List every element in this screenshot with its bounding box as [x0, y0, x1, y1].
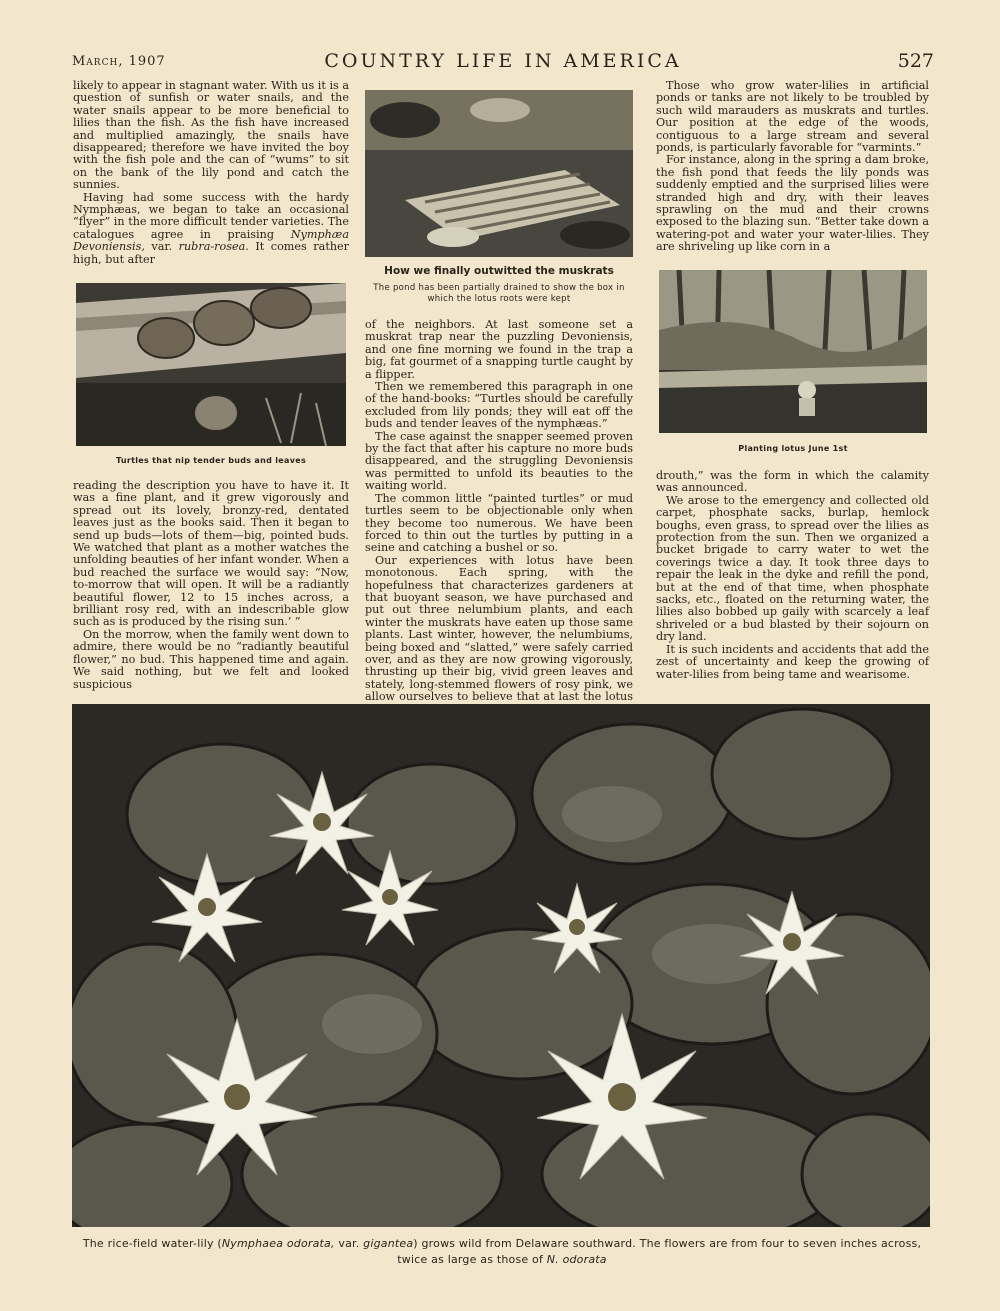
paragraph: The case against the snapper seemed proven by the fact that after his capture no more buds disappeared, and the struggling Devoniensis was permitted to unfold its beauties to the waiting world.: [365, 429, 633, 493]
issue-date: March, 1907: [72, 54, 166, 69]
page-header: [72, 50, 934, 74]
column-1-top: [73, 80, 349, 270]
column-3-top: [656, 80, 929, 254]
planting-caption: Planting lotus June 1st: [738, 444, 848, 453]
muskrat-box-photo: [365, 90, 633, 257]
water-lily-caption: The rice-field water-lily (Nymphaea odorata, var. gigantea) grows wild from Delaware southward. The flowers are from four to seven inches across, twice as large as those of N. odorata: [82, 1237, 922, 1266]
magazine-title: COUNTRY LIFE IN AMERICA: [324, 50, 682, 72]
page-number: 527: [897, 50, 934, 72]
paragraph: reading the description you have to have it. It was a fine plant, and it grew vigorously and spread out its lovely, bronzy-red, dentated leaves just as the books said. Then it began to send up buds—lots of them—big, pointed buds. We watched that plant as a mother watches the unfolding beauties of her infant wonder. When a bud reached the surface we would say: “Now, to-morrow that will open. It will be a radiantly beautiful flower, 12 to 15 inches across, a brilliant rosy red, with an indescribable glow such as is produced by the rising sun.’ ”: [73, 479, 349, 629]
planting-lotus-photo: [659, 270, 927, 433]
turtles-photo: [76, 283, 346, 446]
muskrat-caption-title: How we finally outwitted the muskrats: [384, 265, 614, 277]
column-2: [365, 319, 633, 716]
muskrat-caption-sub: The pond has been partially drained to show the box in which the lotus roots were kept: [373, 283, 625, 304]
paragraph: For instance, along in the spring a dam broke, the fish pond that feeds the lily ponds was suddenly emptied and the surprised lilies were stranded high and dry, with their leaves sprawling on the mud and their crowns exposed to the blazing sun. “Better take down a watering-pot and water your water-lilies. They are shriveling up like corn in a: [656, 153, 929, 254]
paragraph: drouth,” was the form in which the calamity was announced.: [656, 469, 929, 495]
paragraph: We arose to the emergency and collected old carpet, phosphate sacks, burlap, hemlock boughs, even grass, to spread over the lilies as protection from the sun. Then we organized a bucket brigade to carry water to wet the coverings twice a day. It took three days to repair the leak in the dyke and refill the pond, but at the end of that time, when phosphate sacks, etc., floated on the returning water, the lilies also bobbed up gaily with scarcely a leaf shriveled or a bud blasted by their sojourn on dry land.: [656, 493, 929, 644]
turtles-caption: Turtles that nip tender buds and leaves: [115, 456, 307, 465]
column-1-bottom: [73, 480, 349, 691]
muskrat-caption: [365, 265, 633, 305]
paragraph: The common little “painted turtles” or mud turtles seem to be objectionable only when they become too numerous. We have been forced to thin out the turtles by putting in a seine and catching a bushel or so.: [365, 491, 633, 555]
paragraph: On the morrow, when the family went down to admire, there would be no “radiantly beautiful flower,” no bud. This happened time and again. We said nothing, but we felt and looked suspicious: [73, 627, 349, 691]
column-3-bottom: [656, 470, 929, 681]
paragraph: of the neighbors. At last someone set a muskrat trap near the puzzling Devoniensis, and one fine morning we found in the trap a big, fat gourmet of a snapping turtle caught by a flipper.: [365, 318, 633, 381]
water-lily-photo: [72, 704, 930, 1227]
paragraph: likely to appear in stagnant water. With us it is a question of sunfish or water snails, and the water snails appear to be more beneficial to lilies than the fish. As the fish have increased and multiplied amazingly, the snails have disappeared; therefore we have invited the boy with the fish pole and the can of “wums” to sit on the bank of the lily pond and catch the sunnies.: [73, 79, 349, 192]
paragraph: It is such incidents and accidents that add the zest of uncertainty and keep the growing of water-lilies from being tame and wearisome.: [656, 642, 929, 681]
paragraph: Our experiences with lotus have been monotonous. Each spring, with the hopefulness that characterizes gardeners at that buoyant season, we have purchased and put out three nelumbium plants, and each winter the muskrats have eaten up those same plants. Last winter, however, the nelumbiums, being boxed and “slatted,” were safely carried over, and as they are now growing vigorously, thrusting up their big, vivid green leaves and stately, long-stemmed flowers of rosy pink, we allow ourselves to believe that at last the lotus: [365, 553, 633, 704]
paragraph: Having had some success with the hardy Nymphæas, we began to take an occasional “flyer” in the more difficult tender varieties. The catalogues agree in praising Nymphæa Devoniensis, var. rubra-rosea. It comes rather high, but after: [73, 190, 349, 266]
paragraph: Those who grow water-lilies in artificial ponds or tanks are not likely to be troubled by such wild marauders as muskrats and turtles. Our position at the edge of the woods, contiguous to a large stream and several ponds, is particularly favorable for “varmints.”: [656, 79, 929, 155]
paragraph: Then we remembered this paragraph in one of the hand-books: “Turtles should be carefully excluded from lily ponds; they will eat off the buds and tender leaves of the nymphæas.”: [365, 380, 633, 431]
